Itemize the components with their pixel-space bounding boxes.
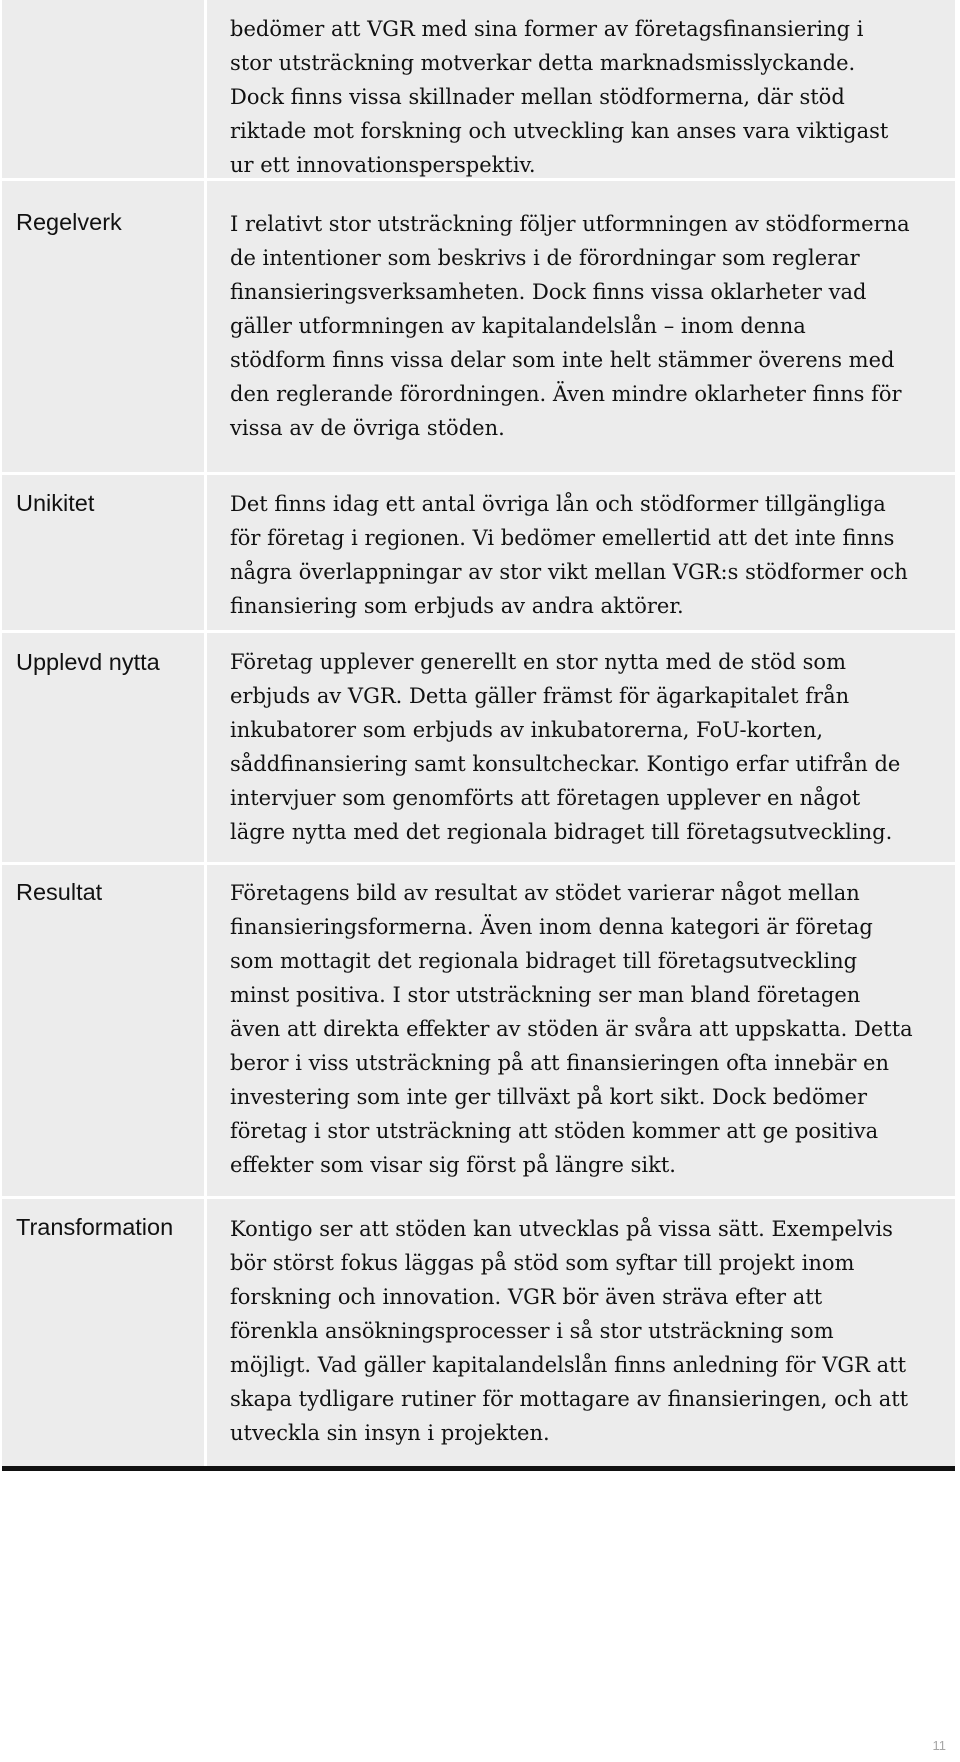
text-line: inkubatorer som erbjuds av inkubatorerna, FoU-korten, xyxy=(230,718,824,742)
table-row xyxy=(2,1196,955,1466)
text-line: finansiering som erbjuds av andra aktörer. xyxy=(230,594,684,618)
page-number: 11 xyxy=(932,1738,946,1753)
text-line: några överlappningar av stor vikt mellan VGR:s stödformer och xyxy=(230,560,908,584)
text-line: ur ett innovationsperspektiv. xyxy=(230,153,536,177)
text-line: effekter som visar sig först på längre sikt. xyxy=(230,1153,676,1177)
text-line: I relativt stor utsträckning följer utformningen av stödformerna xyxy=(230,212,910,236)
text-line: lägre nytta med det regionala bidraget till företagsutveckling. xyxy=(230,820,893,844)
text-line: som mottagit det regionala bidraget till företagsutveckling xyxy=(230,949,858,973)
text-line: Företag upplever generellt en stor nytta med de stöd som xyxy=(230,650,846,674)
text-line: bedömer att VGR med sina former av företagsfinansiering i xyxy=(230,17,864,41)
text-line: finansieringsformerna. Även inom denna kategori är företag xyxy=(230,915,873,939)
text-line: forskning och innovation. VGR bör även sträva efter att xyxy=(230,1285,823,1309)
table-row xyxy=(2,178,955,472)
text-line: för företag i regionen. Vi bedömer emellertid att det inte finns xyxy=(230,526,895,550)
text-line: såddfinansiering samt konsultcheckar. Kontigo erfar utifrån de xyxy=(230,752,901,776)
row-content-cell xyxy=(207,472,955,630)
text-line: möjligt. Vad gäller kapitalandelslån finns anledning för VGR att xyxy=(230,1353,907,1377)
text-line: gäller utformningen av kapitalandelslån – inom denna xyxy=(230,314,806,338)
text-line: skapa tydligare rutiner för mottagare av finansieringen, och att xyxy=(230,1387,909,1411)
row-content-cell xyxy=(207,862,955,1196)
text-line: de intentioner som beskrivs i de förordningar som reglerar xyxy=(230,246,860,270)
text-line: intervjuer som genomförts att företagen upplever en något xyxy=(230,786,861,810)
row-content-cell xyxy=(207,178,955,472)
text-line: investering som inte ger tillväxt på kort sikt. Dock bedömer xyxy=(230,1085,868,1109)
text-line: finansieringsverksamheten. Dock finns vissa oklarheter vad xyxy=(230,280,867,304)
row-label-resultat: Resultat xyxy=(2,862,207,1196)
text-line: vissa av de övriga stöden. xyxy=(230,416,505,440)
text-line: minst positiva. I stor utsträckning ser man bland företagen xyxy=(230,983,861,1007)
row-label-cell xyxy=(2,0,207,178)
table-row xyxy=(2,0,955,178)
text-line: Företagens bild av resultat av stödet varierar något mellan xyxy=(230,881,860,905)
text-line: beror i viss utsträckning på att finansieringen ofta innebär en xyxy=(230,1051,890,1075)
text-line: Det finns idag ett antal övriga lån och stödformer tillgängliga xyxy=(230,492,886,516)
text-line: Kontigo ser att stöden kan utvecklas på vissa sätt. Exempelvis xyxy=(230,1217,893,1241)
text-line: erbjuds av VGR. Detta gäller främst för ägarkapitalet från xyxy=(230,684,850,708)
table-row xyxy=(2,862,955,1196)
row-label-regelverk: Regelverk xyxy=(2,178,207,472)
text-line: stor utsträckning motverkar detta marknadsmisslyckande. xyxy=(230,51,856,75)
row-label-transformation: Transformation xyxy=(2,1196,207,1466)
row-content-cell xyxy=(207,0,955,178)
table-row xyxy=(2,472,955,630)
table-row xyxy=(2,630,955,862)
text-line: även att direkta effekter av stöden är svåra att uppskatta. Detta xyxy=(230,1017,913,1041)
text-line: stödform finns vissa delar som inte helt stämmer överens med xyxy=(230,348,895,372)
row-label-unikitet: Unikitet xyxy=(2,472,207,630)
assessment-table xyxy=(2,0,955,1471)
text-line: företag i stor utsträckning att stöden kommer att ge positiva xyxy=(230,1119,879,1143)
row-content-cell xyxy=(207,1196,955,1466)
text-line: Dock finns vissa skillnader mellan stödformerna, där stöd xyxy=(230,85,845,109)
text-line: förenkla ansökningsprocesser i så stor utsträckning som xyxy=(230,1319,834,1343)
row-label-upplevd-nytta: Upplevd nytta xyxy=(2,630,207,862)
text-line: bör störst fokus läggas på stöd som syftar till projekt inom xyxy=(230,1251,855,1275)
text-line: utveckla sin insyn i projekten. xyxy=(230,1421,550,1445)
row-content-cell xyxy=(207,630,955,862)
text-line: den reglerande förordningen. Även mindre oklarheter finns för xyxy=(230,382,902,406)
text-line: riktade mot forskning och utveckling kan anses vara viktigast xyxy=(230,119,889,143)
